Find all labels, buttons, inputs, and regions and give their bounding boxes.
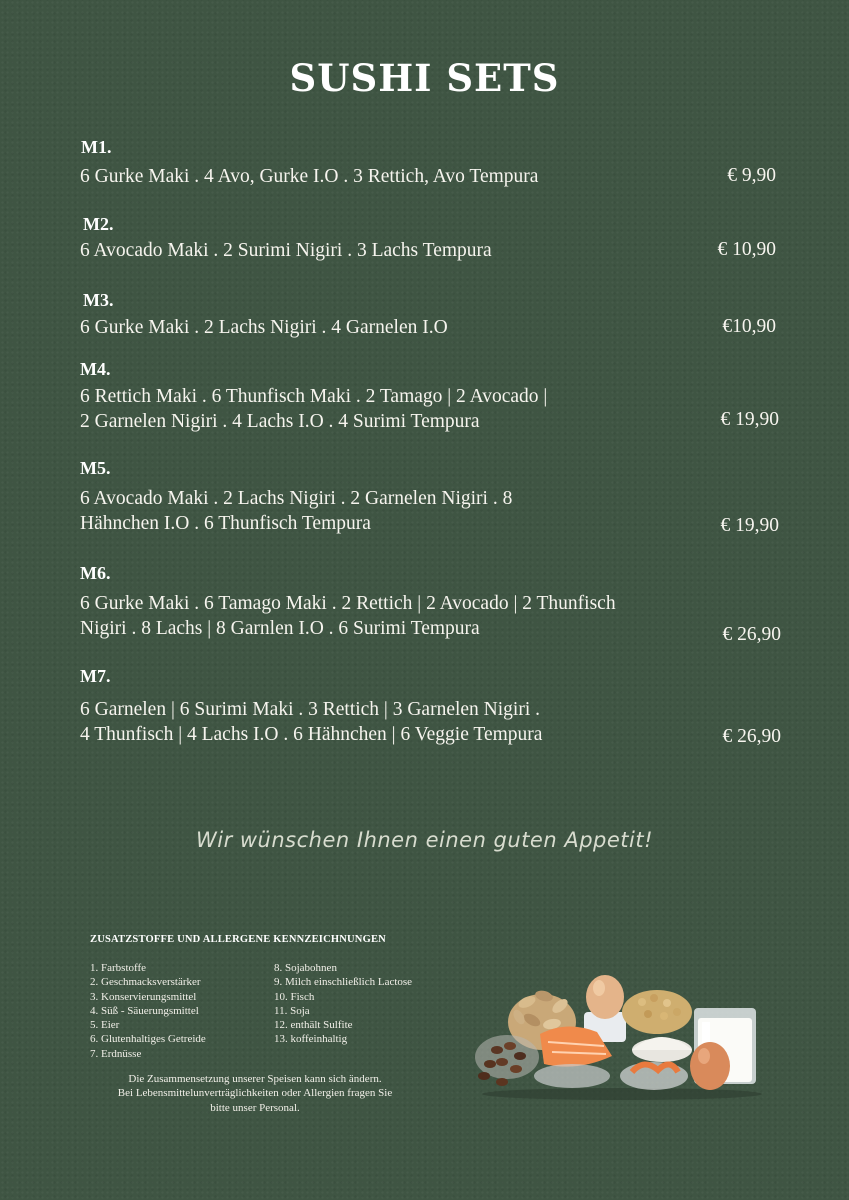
allergen-notice-line: bitte unser Personal. xyxy=(210,1101,300,1114)
set-price-m3: €10,90 xyxy=(722,316,776,337)
set-description-line: 6 Garnelen | 6 Surimi Maki . 3 Rettich | 3 Garnelen Nigiri . xyxy=(80,699,541,720)
set-description-m7 xyxy=(80,698,542,747)
set-description-m3 xyxy=(80,316,448,341)
set-description-line: Nigiri . 8 Lachs | 8 Garnlen I.O . 6 Surimi Tempura xyxy=(80,617,480,639)
allergen-item: 2. Geschmacksverstärker xyxy=(90,976,201,989)
allergen-item: 1. Farbstoffe xyxy=(90,962,147,974)
set-price-m7: € 26,90 xyxy=(722,726,781,747)
set-description-m6 xyxy=(80,592,616,641)
allergen-notice xyxy=(70,1072,440,1115)
set-code-m6: M6. xyxy=(80,563,111,583)
set-description-line: 6 Gurke Maki . 6 Tamago Maki . 2 Rettich | 2 Avocado | 2 Thunfisch xyxy=(80,593,616,614)
allergen-list-column-1 xyxy=(90,961,206,1061)
allergen-item: 5. Eier xyxy=(90,1019,120,1032)
set-description-line: 6 Gurke Maki . 2 Lachs Nigiri . 4 Garnelen I.O xyxy=(80,317,448,338)
set-description-m4 xyxy=(80,385,547,434)
set-price-m1: € 9,90 xyxy=(727,165,776,186)
set-code-m4: M4. xyxy=(80,359,111,379)
set-price-m6: € 26,90 xyxy=(722,624,781,645)
set-price-m5: € 19,90 xyxy=(720,515,779,536)
set-description-line: Hähnchen I.O . 6 Thunfisch Tempura xyxy=(80,512,371,534)
allergen-item: 4. Süß - Säuerungsmittel xyxy=(90,1004,199,1017)
egg-illustration xyxy=(690,1042,730,1090)
set-description-line: 6 Gurke Maki . 4 Avo, Gurke I.O . 3 Rettich, Avo Tempura xyxy=(80,166,539,187)
set-description-line: 6 Rettich Maki . 6 Thunfisch Maki . 2 Tamago | 2 Avocado | xyxy=(80,386,548,407)
allergen-item: 10. Fisch xyxy=(274,990,315,1003)
allergen-item: 6. Glutenhaltiges Getreide xyxy=(90,1033,206,1046)
set-description-m1 xyxy=(80,165,538,190)
set-code-m2: M2. xyxy=(83,214,114,234)
allergen-notice-line: Die Zusammensetzung unserer Speisen kann sich ändern. xyxy=(128,1073,382,1085)
set-description-line: 4 Thunfisch | 4 Lachs I.O . 6 Hähnchen | 6 Veggie Tempura xyxy=(80,723,543,745)
set-description-line: 6 Avocado Maki . 2 Lachs Nigiri . 2 Garnelen Nigiri . 8 xyxy=(80,488,513,509)
allergen-notice-line: Bei Lebensmittelunverträglichkeiten oder Allergien fragen Sie xyxy=(117,1087,393,1100)
closing-message: Wir wünschen Ihnen einen guten Appetit! xyxy=(195,828,654,852)
set-description-line: 2 Garnelen Nigiri . 4 Lachs I.O . 4 Surimi Tempura xyxy=(80,410,480,432)
allergen-food-image xyxy=(472,972,767,1102)
table-shadow xyxy=(482,1088,762,1100)
page-title: SUSHI SETS xyxy=(289,56,560,100)
allergen-item: 7. Erdnüsse xyxy=(90,1047,142,1060)
allergen-item: 13. koffeinhaltig xyxy=(274,1033,348,1046)
set-description-m2 xyxy=(80,239,492,264)
set-code-m7: M7. xyxy=(80,666,111,686)
coffee-beans-illustration xyxy=(475,1035,539,1086)
allergen-list-column-2 xyxy=(274,961,412,1047)
set-price-m4: € 19,90 xyxy=(720,409,779,430)
set-description-line: 6 Avocado Maki . 2 Surimi Nigiri . 3 Lachs Tempura xyxy=(80,240,492,261)
set-price-m2: € 10,90 xyxy=(717,239,776,260)
allergen-item: 11. Soja xyxy=(274,1004,310,1017)
shrimp-illustration xyxy=(620,1062,688,1090)
set-code-m3: M3. xyxy=(83,290,114,310)
allergen-heading: ZUSATZSTOFFE UND ALLERGENE KENNZEICHNUNGEN xyxy=(90,934,386,945)
set-description-m5 xyxy=(80,487,512,536)
allergen-item: 12. enthält Sulfite xyxy=(274,1019,353,1032)
allergen-item: 3. Konservierungsmittel xyxy=(90,990,197,1003)
set-code-m5: M5. xyxy=(80,458,111,478)
allergen-item: 9. Milch einschließlich Lactose xyxy=(274,976,413,989)
allergen-item: 8. Sojabohnen xyxy=(274,962,337,974)
flour-bowl-illustration xyxy=(632,1037,692,1062)
soybeans-illustration xyxy=(622,990,692,1034)
set-code-m1: M1. xyxy=(81,137,112,157)
